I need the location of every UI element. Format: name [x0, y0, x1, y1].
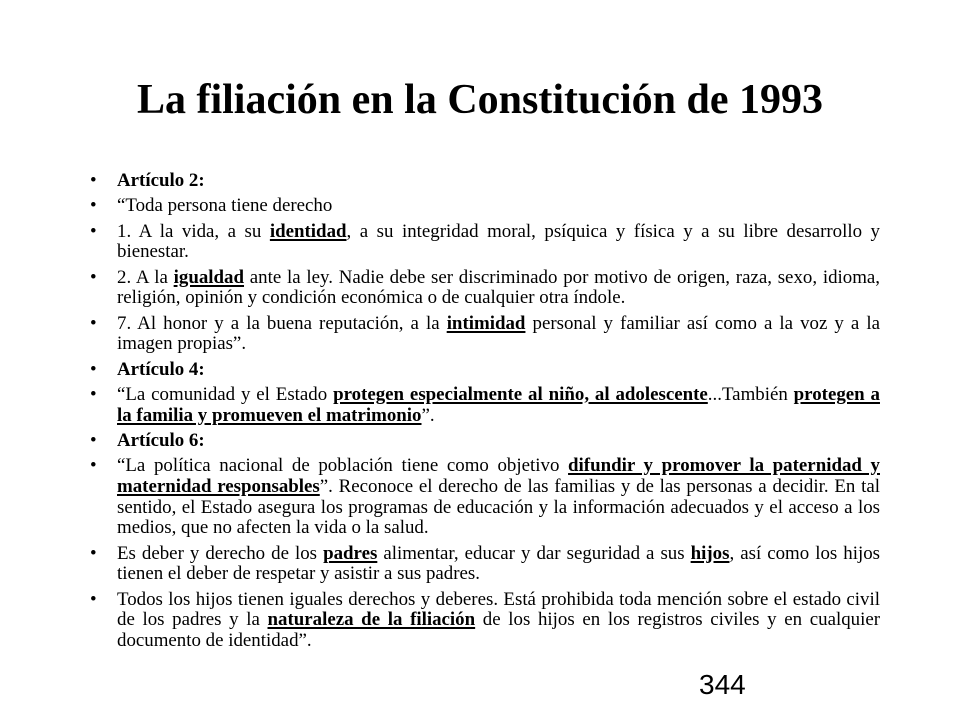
bullet-list [90, 171, 880, 656]
bullet-clause-2 [90, 268, 880, 309]
text-segment: “La política nacional de población tiene como objetivo [117, 455, 569, 477]
text-segment: personal y familiar así como a la voz y a la imagen propias”. [117, 312, 880, 355]
page-number: 344 [699, 669, 746, 700]
bullet-igualdad-hijos [90, 590, 880, 652]
emphasis-proteccion-familia: protegen a la familia y promueven el matrimonio [117, 383, 880, 426]
bullet-article-6-text [90, 456, 880, 539]
bullet-article-2-intro [90, 196, 880, 217]
text-segment: ”. Reconoce el derecho de las familias y de las personas a decidir. En tal sentido, el Estado asegura los programas de educación y la información adecuados y el acceso a los medios, que no afecten la vida o la salud. [117, 475, 881, 539]
text-segment: 1. A la vida, a su [117, 220, 270, 242]
text-segment: de los hijos en los registros civiles y en cualquier documento de identidad”. [117, 609, 881, 651]
text-segment: ”. [421, 404, 435, 426]
article-heading: Artículo 2: [117, 170, 205, 191]
bullet-clause-7 [90, 314, 880, 355]
text-segment: 7. Al honor y a la buena reputación, a la [117, 312, 447, 334]
text-segment: “Toda persona tiene derecho [117, 195, 333, 217]
text-segment: ...También [707, 383, 794, 405]
emphasis-intimidad: intimidad [446, 312, 526, 334]
text-segment: alimentar, educar y dar seguridad a sus [377, 542, 691, 564]
bullet-deberes-padres [90, 544, 880, 585]
article-heading: Artículo 4: [117, 358, 205, 380]
bullet-article-4-text [90, 385, 880, 426]
emphasis-proteccion-nino: protegen especialmente al niño, al adolescente [333, 383, 708, 405]
emphasis-hijos: hijos [690, 542, 730, 564]
text-segment: ante la ley. Nadie debe ser discriminado por motivo de origen, raza, sexo, idioma, religión, opinión y condición económica o de cualquier otra índole. [117, 266, 881, 309]
emphasis-naturaleza-filiacion: naturaleza de la filiación [267, 609, 476, 631]
slide-title: La filiación en la Constitución de 1993 [136, 77, 824, 123]
bullet-article-4-heading [90, 360, 880, 381]
emphasis-padres: padres [323, 542, 378, 564]
text-segment: “La comunidad y el Estado [117, 383, 334, 405]
text-segment: 2. A la [117, 266, 174, 288]
bullet-article-6-heading [90, 431, 880, 452]
text-segment: Es deber y derecho de los [117, 542, 324, 564]
bullet-clause-1 [90, 222, 880, 263]
emphasis-paternidad-responsable: difundir y promover la paternidad y maternidad responsables [117, 455, 880, 497]
emphasis-identidad: identidad [269, 220, 347, 242]
text-segment: , así como los hijos tienen el deber de respetar y asistir a sus padres. [117, 542, 881, 585]
text-segment: Todos los hijos tienen iguales derechos y deberes. Está prohibida toda mención sobre el estado civil de los padres y la [117, 588, 880, 631]
bullet-article-2-heading [90, 171, 880, 192]
article-heading: Artículo 6: [117, 429, 205, 451]
emphasis-igualdad: igualdad [173, 266, 245, 288]
text-segment: , a su integridad moral, psíquica y física y a su libre desarrollo y bienestar. [117, 220, 881, 263]
